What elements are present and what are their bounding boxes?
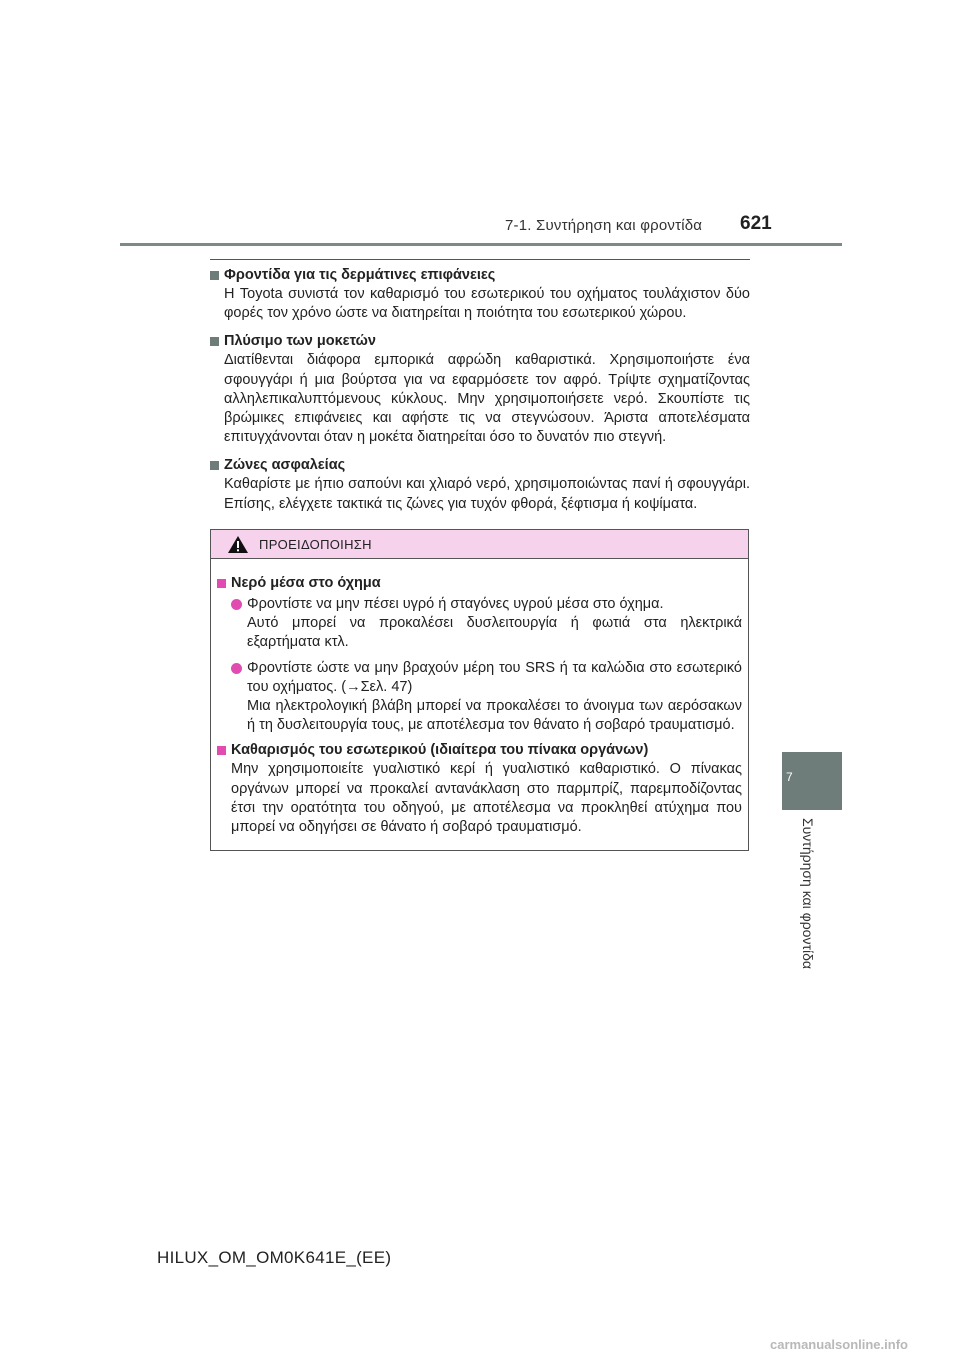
- warning-block-heading: [217, 574, 742, 593]
- square-bullet-icon: [217, 579, 226, 588]
- square-bullet-icon: [217, 746, 226, 755]
- warning-body: [211, 559, 748, 837]
- warning-bullet-text: [247, 595, 742, 653]
- warning-bullet: [217, 595, 742, 653]
- section-heading-text: Πλύσιμο των μοκετών: [224, 333, 376, 350]
- section-seat-belts: [210, 456, 750, 513]
- warning-box: [210, 529, 749, 851]
- section-leather-care: [210, 266, 750, 323]
- section-heading: [210, 266, 750, 285]
- section-heading: [210, 456, 750, 475]
- content-top-divider: [210, 259, 750, 260]
- section-carpet-washing: [210, 332, 750, 447]
- main-content: [210, 266, 750, 523]
- header-section-title: 7-1. Συντήρηση και φροντίδα: [505, 217, 703, 234]
- warning-bullet-line: Φροντίστε ώστε να μην βραχούν μέρη του SRS ή τα καλώδια στο εσωτερικό του οχήματος. (→Σελ. 47): [247, 659, 742, 695]
- square-bullet-icon: [210, 461, 219, 470]
- round-bullet-icon: [231, 599, 242, 610]
- section-text: Διατίθενται διάφορα εμπορικά αφρώδη καθαριστικά. Χρησιμοποιήστε ένα σφουγγάρι ή μια βούρτσα για να εφαρμόσετε τον αφρό. Τρίψτε σχηματίζοντας αλληλεπικαλυπτόμενους κύκλους. Μην χρησιμοποιήσετε νερό. Σκουπίστε τις βρώμικες επιφάνειες και αφήστε τις να στεγνώσουν. Άριστα αποτελέσματα επιτυγχάνονται όταν η μοκέτα διατηρείται όσο το δυνατόν πιο στεγνή.: [224, 352, 750, 446]
- warning-title: ΠΡΟΕΙΔΟΠΟΙΗΣΗ: [259, 536, 372, 552]
- warning-bullet-line: Μια ηλεκτρολογική βλάβη μπορεί να προκαλέσει το άνοιγμα των αερόσακων ή τη δυσλειτουργία τους, με αποτέλεσμα τον θάνατο ή σοβαρό τραυματισμό.: [247, 698, 742, 734]
- warning-block-heading-text: Καθαρισμός του εσωτερικού (ιδιαίτερα του πίνακα οργάνων): [231, 742, 649, 759]
- warning-block-heading: [217, 741, 742, 760]
- section-text: Καθαρίστε με ήπιο σαπούνι και χλιαρό νερό, χρησιμοποιώντας πανί ή σφουγγάρι. Επίσης, ελέγχετε τακτικά τις ζώνες για τυχόν φθορά, ξέφτισμα ή κοψίματα.: [224, 476, 750, 512]
- warning-block-text: Μην χρησιμοποιείτε γυαλιστικό κερί ή γυαλιστικό καθαριστικό. Ο πίνακας οργάνων μπορεί να προκαλεί αντανάκλαση στο παρμπρίζ, παρεμποδίζοντας έτσι την ορατότητα του οδηγού, με αποτέλεσμα να προκληθεί ατύχημα που μπορεί να οδηγήσει σε θάνατο ή σοβαρό τραυματισμό.: [231, 761, 742, 836]
- section-heading-text: Φροντίδα για τις δερμάτινες επιφάνειες: [224, 267, 496, 283]
- page-number: 621: [740, 213, 772, 234]
- header-divider: [120, 243, 842, 246]
- section-text: Η Toyota συνιστά τον καθαρισμό του εσωτερικού του οχήματος τουλάχιστον δύο φορές τον χρόνο ώστε να διατηρείται η ποιότητα του εσωτερικού χώρου.: [224, 286, 750, 322]
- warning-bullet-text: [247, 659, 742, 736]
- square-bullet-icon: [210, 337, 219, 346]
- warning-bullet-line: Φροντίστε να μην πέσει υγρό ή σταγόνες υγρού μέσα στο όχημα.: [247, 596, 664, 612]
- chapter-label: Συντήρηση και φροντίδα: [800, 818, 816, 969]
- warning-triangle-icon: [227, 535, 249, 554]
- warning-bullet: [217, 659, 742, 736]
- chapter-number: 7: [786, 770, 793, 784]
- square-bullet-icon: [210, 271, 219, 280]
- warning-header: [211, 530, 748, 559]
- section-heading-text: Ζώνες ασφαλείας: [224, 457, 346, 474]
- watermark: carmanualsonline.info: [770, 1337, 908, 1352]
- warning-bullet-line: Αυτό μπορεί να προκαλέσει δυσλειτουργία ή φωτιά στα ηλεκτρικά εξαρτήματα κτλ.: [247, 615, 742, 651]
- warning-block-heading-text: Νερό μέσα στο όχημα: [231, 575, 381, 591]
- document-code: HILUX_OM_OM0K641E_(EE): [157, 1248, 392, 1267]
- round-bullet-icon: [231, 663, 242, 674]
- section-heading: [210, 332, 750, 351]
